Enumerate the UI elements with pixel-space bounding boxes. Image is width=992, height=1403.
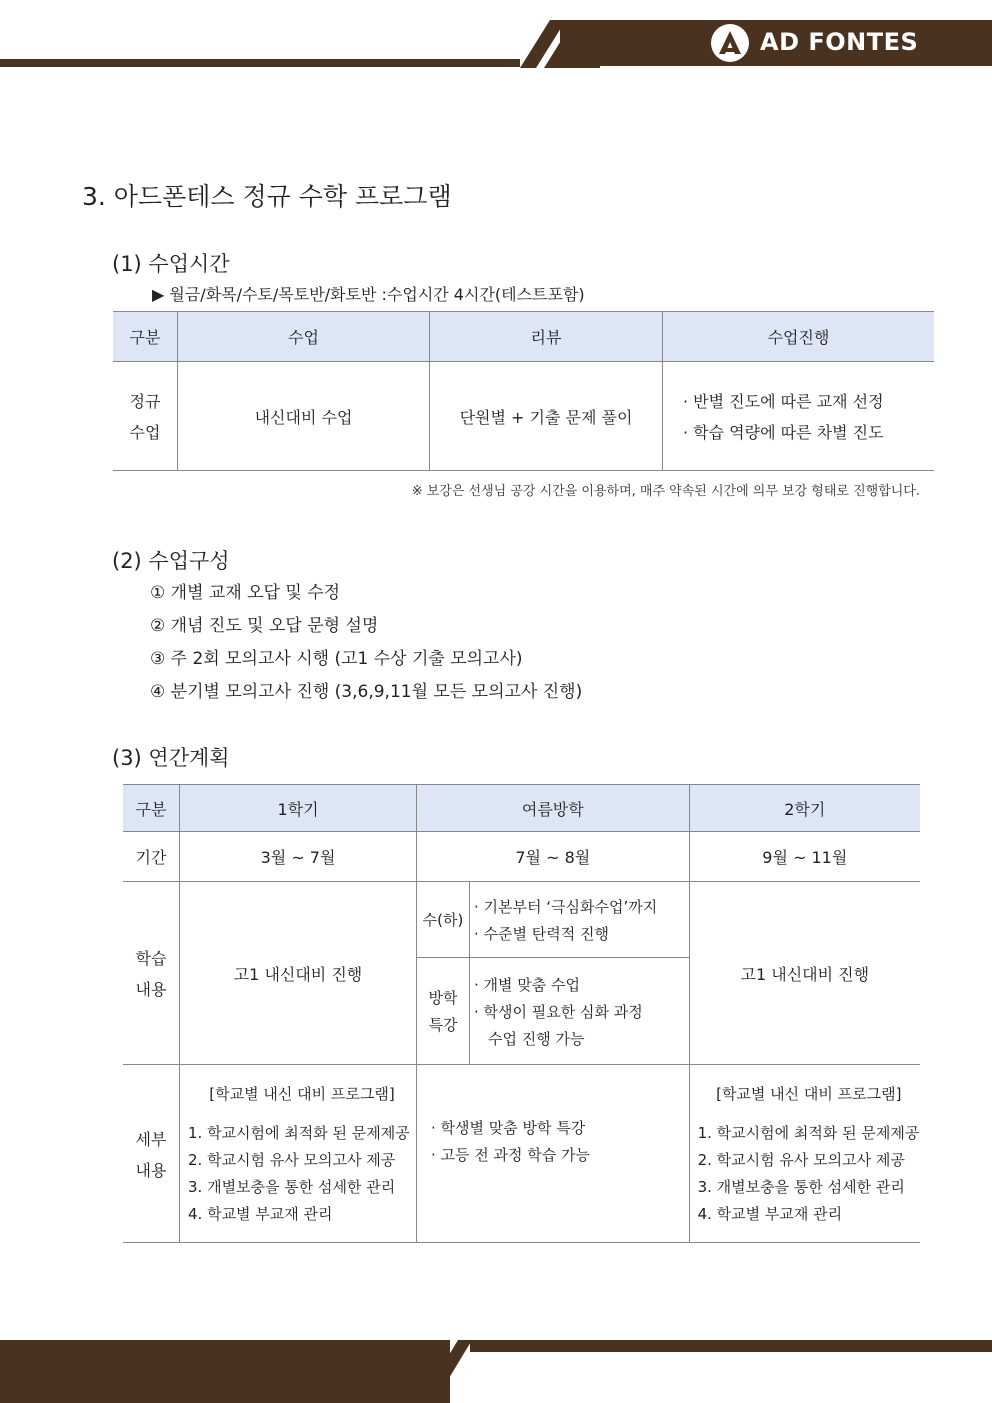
- detail-summer-item: · 고등 전 과정 학습 가능: [431, 1146, 591, 1164]
- section2-heading: (2) 수업구성: [112, 549, 230, 573]
- col-header: 구분: [113, 312, 178, 362]
- row-category-line: 수업: [129, 423, 161, 442]
- summer-b-label-line: 방학: [428, 989, 458, 1007]
- section3-heading: (3) 연간계획: [112, 746, 230, 770]
- detail-sem2-item: 3. 개별보충을 통한 섬세한 관리: [697, 1178, 905, 1196]
- period-label: 기간: [123, 832, 180, 882]
- footer-bar: [0, 1340, 450, 1403]
- progress-cell: [663, 362, 935, 471]
- learning-label-line: 학습: [135, 949, 167, 968]
- row-category-line: 정규: [129, 392, 161, 411]
- page-title: 3. 아드폰테스 정규 수학 프로그램: [82, 182, 452, 211]
- summer-a-label: 수(하): [417, 882, 470, 958]
- col-header: 구분: [123, 785, 180, 832]
- summer-b-item: · 학생이 필요한 심화 과정: [474, 1002, 643, 1021]
- summer-a-content: [470, 882, 690, 958]
- period-cell: 7월 ~ 8월: [417, 832, 690, 882]
- learning-sem1: 고1 내신대비 진행: [180, 882, 417, 1065]
- makeup-footnote: ※ 보강은 선생님 공강 시간을 이용하며, 매주 약속된 시간에 의무 보강 형태로 진행합니다.: [411, 484, 920, 499]
- summer-b-label: [417, 958, 470, 1065]
- learning-label-line: 내용: [135, 980, 167, 999]
- detail-sem1-item: 2. 학교시험 유사 모의고사 제공: [188, 1151, 396, 1169]
- list-item: ④ 분기별 모의고사 진행 (3,6,9,11월 모든 모의고사 진행): [150, 682, 583, 702]
- detail-sem1-title: [학교별 내신 대비 프로그램]: [209, 1085, 395, 1103]
- list-item: ① 개별 교재 오답 및 수정: [150, 583, 341, 603]
- detail-summer-item: · 학생별 맞춤 방학 특강: [431, 1119, 586, 1137]
- progress-item: · 학습 역량에 따른 차별 진도: [683, 423, 884, 442]
- detail-sem2-item: 4. 학교별 부교재 관리: [697, 1205, 843, 1223]
- learning-sem2: 고1 내신대비 진행: [689, 882, 920, 1065]
- col-header: 수업진행: [663, 312, 935, 362]
- detail-sem1-item: 1. 학교시험에 최적화 된 문제제공: [188, 1124, 410, 1142]
- col-header: 리뷰: [430, 312, 663, 362]
- detail-sem1-item: 4. 학교별 부교재 관리: [188, 1205, 333, 1223]
- header-stripe: [0, 59, 520, 67]
- period-cell: 9월 ~ 11월: [689, 832, 920, 882]
- detail-sem2-item: 2. 학교시험 유사 모의고사 제공: [697, 1151, 905, 1169]
- list-item: ② 개념 진도 및 오답 문형 설명: [150, 616, 379, 636]
- brand-logo-icon: [711, 24, 749, 62]
- period-cell: 3월 ~ 7월: [180, 832, 417, 882]
- progress-item: · 반별 진도에 따른 교재 선정: [683, 392, 884, 411]
- summer-a-item: · 수준별 탄력적 진행: [474, 924, 609, 943]
- detail-sem1: [180, 1065, 417, 1243]
- detail-sem2-item: 1. 학교시험에 최적화 된 문제제공: [697, 1124, 920, 1142]
- schedule-line: ▶ 월금/화목/수토/목토반/화토반 :수업시간 4시간(테스트포함): [152, 285, 585, 304]
- section1-heading: (1) 수업시간: [112, 252, 230, 276]
- col-header: 수업: [178, 312, 430, 362]
- annual-plan-table: [123, 784, 920, 1243]
- summer-b-content: [470, 958, 690, 1065]
- class-cell: 내신대비 수업: [178, 362, 430, 471]
- learning-label: [123, 882, 180, 1065]
- summer-b-label-line: 특강: [428, 1016, 458, 1034]
- detail-label-line: 내용: [135, 1160, 167, 1180]
- summer-b-item: 수업 진행 가능: [488, 1029, 585, 1048]
- detail-summer: [417, 1065, 690, 1243]
- col-header: 여름방학: [417, 785, 690, 832]
- detail-label-line: 세부: [135, 1129, 167, 1149]
- detail-sem2-title: [학교별 내신 대비 프로그램]: [716, 1085, 902, 1103]
- class-time-table: [113, 311, 934, 471]
- summer-a-item: · 기본부터 ‘극심화수업’까지: [474, 897, 658, 916]
- row-category: [113, 362, 178, 471]
- brand-name: AD FONTES: [760, 28, 919, 56]
- review-cell: 단원별 + 기출 문제 풀이: [430, 362, 663, 471]
- detail-label: [123, 1065, 180, 1243]
- summer-b-item: · 개별 맞춤 수업: [474, 975, 581, 994]
- footer-stripe: [470, 1340, 992, 1352]
- detail-sem1-item: 3. 개별보충을 통한 섬세한 관리: [188, 1178, 396, 1196]
- col-header: 2학기: [689, 785, 920, 832]
- col-header: 1학기: [180, 785, 417, 832]
- list-item: ③ 주 2회 모의고사 시행 (고1 수상 기출 모의고사): [150, 649, 523, 669]
- detail-sem2: [689, 1065, 920, 1243]
